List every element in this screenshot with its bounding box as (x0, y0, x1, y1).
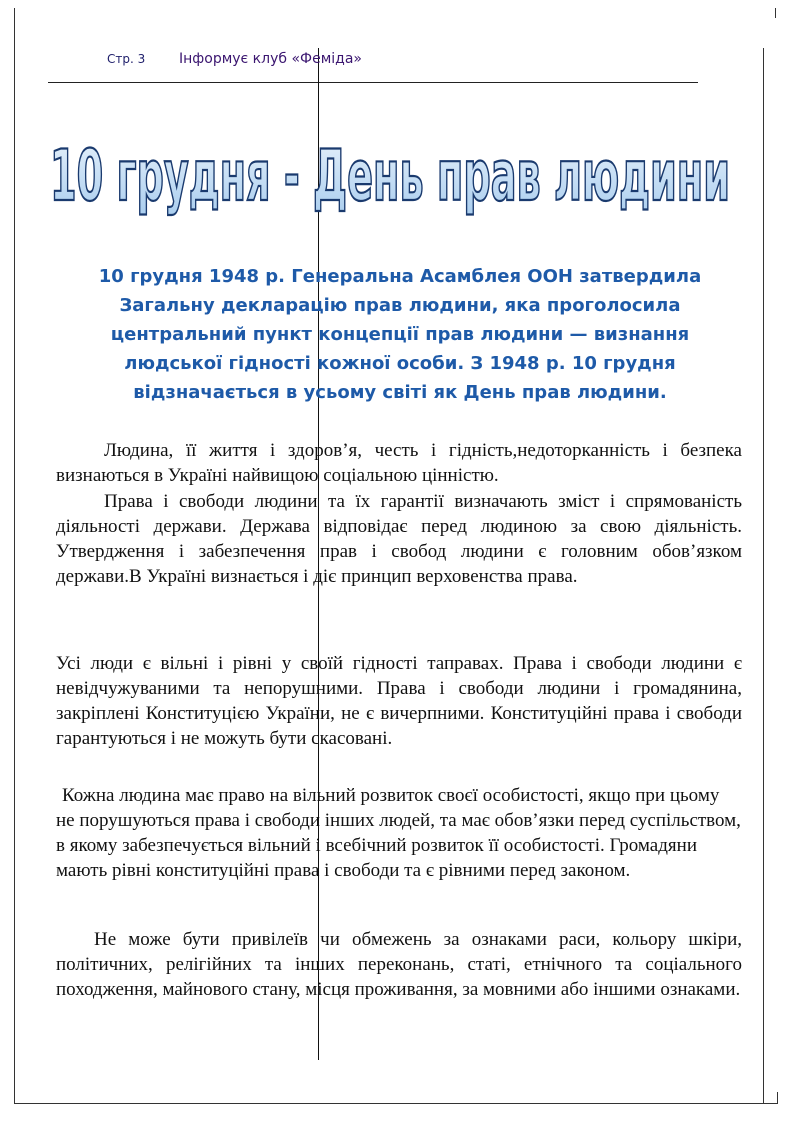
body-paragraph-1: Людина, її життя і здоров’я, честь і гідність,недоторканність і безпека визнаються в Україні найвищою соціальною цінністю. (56, 440, 742, 486)
page-number: Стр. 3 (107, 52, 146, 66)
body-paragraph-4: Кожна людина має право на вільний розвиток своєї особистості, якщо при цьому не порушуються права і свободи інших людей, та має обов’язки перед суспільством, в якому забезпечується вільний і всебічний розвиток її особистості. Громадяни мають рівні конституційні права і свободи та є рівними перед законом. (56, 785, 741, 881)
frame-top-right-tick (775, 8, 776, 18)
wordart-title-svg (40, 118, 740, 228)
frame-left-border (14, 8, 15, 1104)
header-club-title: Інформує клуб «Феміда» (179, 51, 362, 67)
header-rule (48, 82, 698, 83)
wordart-title-text: 10 грудня - День прав людини (50, 135, 730, 217)
frame-right-border (763, 48, 764, 1104)
frame-bottom-border (14, 1103, 778, 1104)
body-paragraph-5: Не може бути привілеїв чи обмежень за ознаками раси, кольору шкіри, політичних, релігійних та інших переконань, статі, етнічного та соціального походження, майнового стану, місця проживання, за мовними або іншими ознаками. (56, 929, 742, 1000)
body-paragraph-2: Права і свободи людини та їх гарантії визначають зміст і спрямованість діяльності держави. Держава відповідає перед людиною за свою діяльність. Утвердження і забезпечення прав і свобод людини є головним обов’язком держави.В Україні визнається і діє принцип верховенства права. (56, 491, 742, 587)
frame-bottom-tick (777, 1092, 778, 1104)
body-paragraph-3: Усі люди є вільні і рівні у своїй гідності таправах. Права і свободи людини є невідчужуваними та непорушними. Права і свободи людини і громадянина, закріплені Конституцією України, не є вичерпними. Конституційні права і свободи гарантуються і не можуть бути скасовані. (56, 653, 742, 749)
wordart-title (40, 118, 740, 228)
lead-paragraph: 10 грудня 1948 р. Генеральна Асамблея ООН затвердила Загальну декларацію прав людини, яка проголосила центральний пункт концепції прав людини — визнання людської гідності кожної особи. З 1948 р. 10 грудня відзначається в усьому світі як День прав людини. (98, 266, 702, 403)
